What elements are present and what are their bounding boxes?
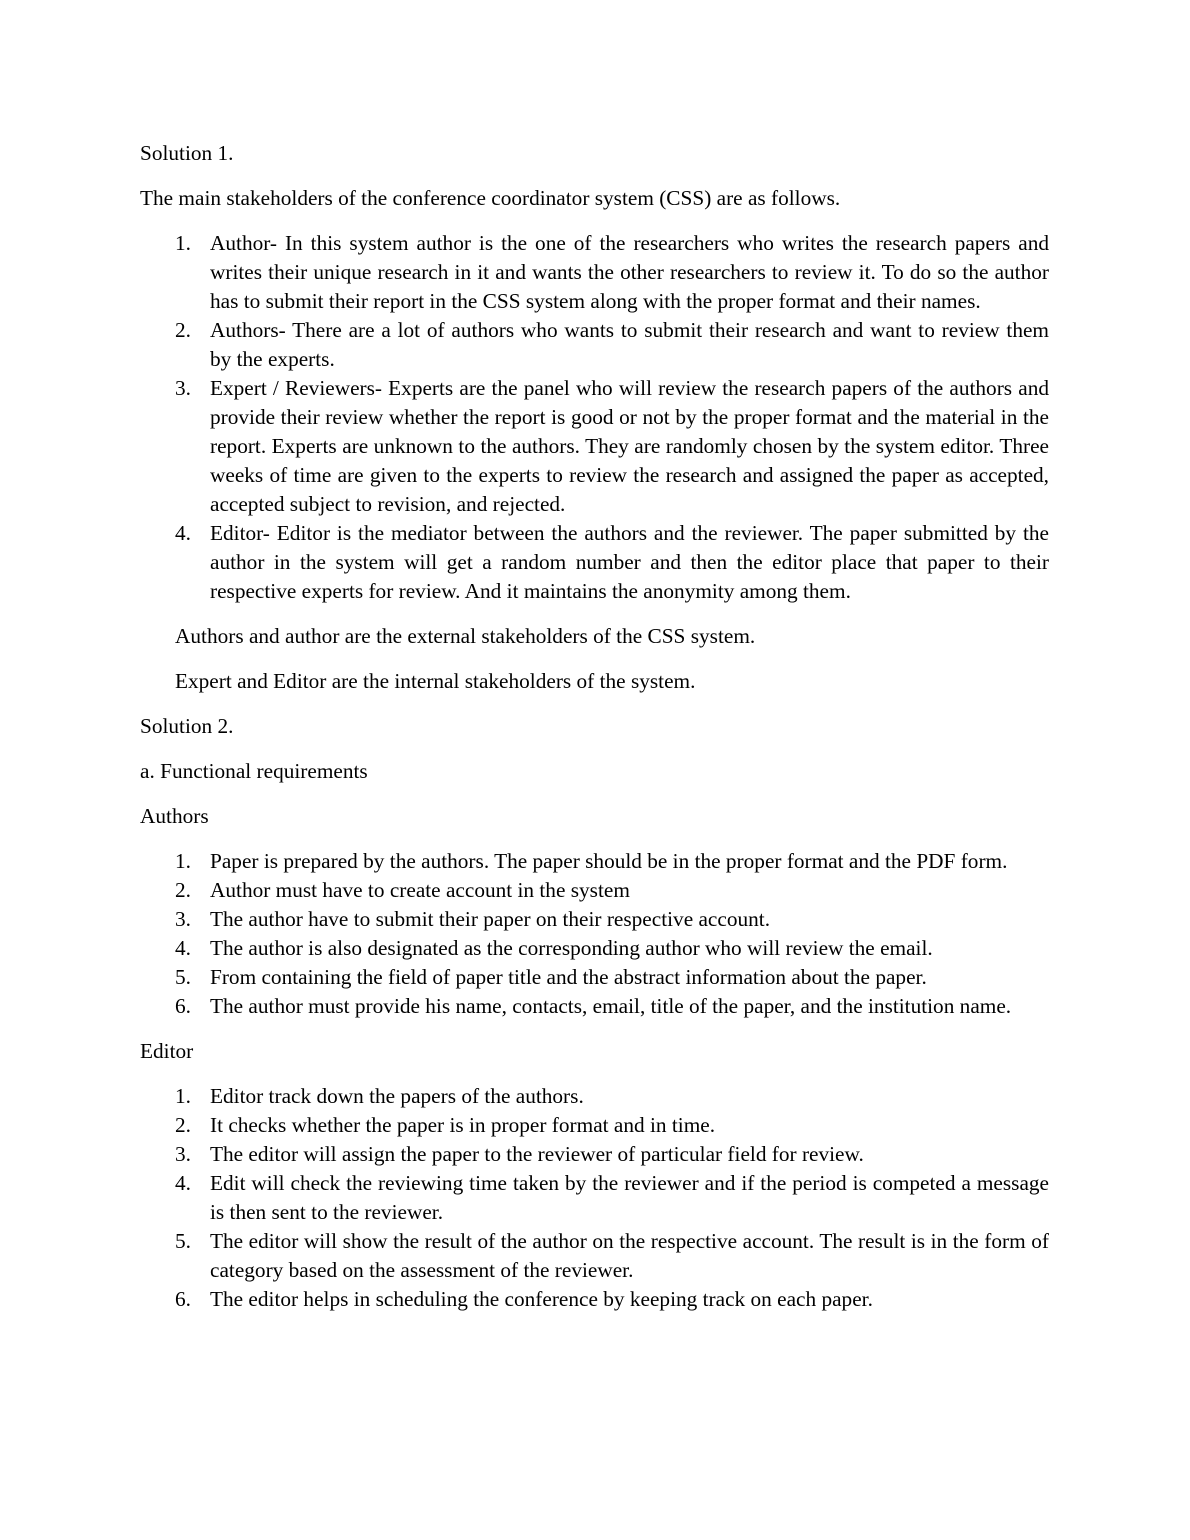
list-item-text: The editor will show the result of the author on the respective account. The result is in the form of category based on the assessment of the reviewer. bbox=[210, 1229, 1049, 1282]
list-number: 5. bbox=[175, 965, 191, 989]
list-item-text: Editor track down the papers of the authors. bbox=[210, 1084, 584, 1108]
authors-requirements-list bbox=[140, 847, 1049, 1021]
list-number: 4. bbox=[175, 521, 191, 545]
external-stakeholders-note: Authors and author are the external stakeholders of the CSS system. bbox=[175, 624, 756, 648]
stakeholders-list bbox=[140, 229, 1049, 606]
list-number: 2. bbox=[175, 318, 191, 342]
list-item bbox=[140, 1082, 1049, 1111]
document-page bbox=[140, 139, 1049, 1330]
list-item-text: Author- In this system author is the one of the researchers who writes the research papers and writes their unique research in it and wants the other researchers to review it. To do so the author has to submit their report in the CSS system along with the proper format and their names. bbox=[210, 231, 1049, 313]
authors-label: Authors bbox=[140, 804, 209, 828]
list-number: 6. bbox=[175, 1287, 191, 1311]
solution1-heading: Solution 1. bbox=[140, 141, 234, 165]
list-number: 1. bbox=[175, 231, 191, 255]
list-number: 3. bbox=[175, 376, 191, 400]
list-item-text: The author is also designated as the corresponding author who will review the email. bbox=[210, 936, 933, 960]
functional-requirements-subheading: a. Functional requirements bbox=[140, 759, 368, 783]
list-number: 4. bbox=[175, 936, 191, 960]
list-item-text: Author must have to create account in the system bbox=[210, 878, 630, 902]
list-item bbox=[140, 374, 1049, 519]
solution2-heading: Solution 2. bbox=[140, 714, 234, 738]
list-item-text: Authors- There are a lot of authors who wants to submit their research and want to review them by the experts. bbox=[210, 318, 1049, 371]
list-item-text: It checks whether the paper is in proper format and in time. bbox=[210, 1113, 716, 1137]
list-number: 6. bbox=[175, 994, 191, 1018]
list-item bbox=[140, 934, 1049, 963]
list-item bbox=[140, 905, 1049, 934]
list-item bbox=[140, 1169, 1049, 1227]
list-item bbox=[140, 847, 1049, 876]
solution1-intro: The main stakeholders of the conference coordinator system (CSS) are as follows. bbox=[140, 186, 841, 210]
list-item-text: The editor helps in scheduling the conference by keeping track on each paper. bbox=[210, 1287, 873, 1311]
list-item-text: The author must provide his name, contacts, email, title of the paper, and the institution name. bbox=[210, 994, 1012, 1018]
list-item bbox=[140, 992, 1049, 1021]
list-item-text: Paper is prepared by the authors. The paper should be in the proper format and the PDF form. bbox=[210, 849, 1008, 873]
list-item-text: Editor- Editor is the mediator between the authors and the reviewer. The paper submitted by the author in the system will get a random number and then the editor place that paper to their respective experts for review. And it maintains the anonymity among them. bbox=[210, 521, 1049, 603]
list-item bbox=[140, 1140, 1049, 1169]
list-number: 5. bbox=[175, 1229, 191, 1253]
list-item-text: The editor will assign the paper to the reviewer of particular field for review. bbox=[210, 1142, 864, 1166]
list-number: 1. bbox=[175, 849, 191, 873]
list-item bbox=[140, 1227, 1049, 1285]
list-number: 3. bbox=[175, 1142, 191, 1166]
list-item bbox=[140, 1111, 1049, 1140]
list-item-text: The author have to submit their paper on their respective account. bbox=[210, 907, 771, 931]
list-item bbox=[140, 316, 1049, 374]
list-item bbox=[140, 229, 1049, 316]
list-number: 3. bbox=[175, 907, 191, 931]
list-item bbox=[140, 519, 1049, 606]
list-item-text: Edit will check the reviewing time taken by the reviewer and if the period is competed a message is then sent to the reviewer. bbox=[210, 1171, 1049, 1224]
list-number: 2. bbox=[175, 878, 191, 902]
internal-stakeholders-note: Expert and Editor are the internal stakeholders of the system. bbox=[175, 669, 696, 693]
list-number: 1. bbox=[175, 1084, 191, 1108]
editor-requirements-list bbox=[140, 1082, 1049, 1314]
list-item bbox=[140, 1285, 1049, 1314]
list-item bbox=[140, 963, 1049, 992]
editor-label: Editor bbox=[140, 1039, 194, 1063]
list-item-text: From containing the field of paper title and the abstract information about the paper. bbox=[210, 965, 927, 989]
list-number: 4. bbox=[175, 1171, 191, 1195]
list-number: 2. bbox=[175, 1113, 191, 1137]
list-item bbox=[140, 876, 1049, 905]
list-item-text: Expert / Reviewers- Experts are the panel who will review the research papers of the authors and provide their review whether the report is good or not by the proper format and the material in the report. Experts are unknown to the authors. They are randomly chosen by the system editor. Three weeks of time are given to the experts to review the research and assigned the paper as accepted, accepted subject to revision, and rejected. bbox=[210, 376, 1049, 516]
